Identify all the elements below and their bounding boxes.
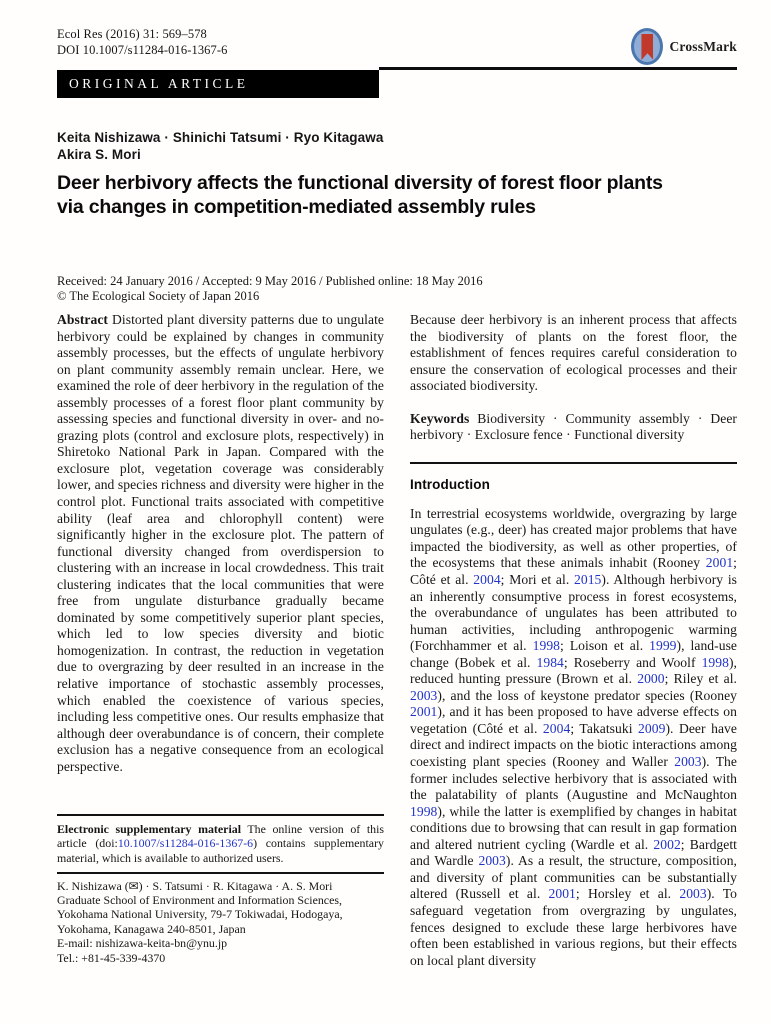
text-segment: In terrestrial ecosystems worldwide, overgrazing by large ungulates (e.g., deer) has created major problems that have impacted the biodiversity, as well as other properties, of the ecosystems that these animals inhabit (Rooney	[410, 505, 737, 571]
text-segment: The online version of this article (doi:	[57, 821, 384, 851]
title-line: Deer herbivory affects the functional diversity of forest floor plants	[57, 172, 663, 194]
two-column-body	[57, 312, 738, 968]
affiliation-line: K. Nishizawa (✉) · S. Tatsumi · R. Kitagawa · A. S. Mori	[57, 878, 333, 893]
affiliation-line: Yokohama, Kanagawa 240-8501, Japan	[57, 921, 246, 936]
citation-link[interactable]: 2002	[653, 836, 681, 852]
dates-block	[57, 274, 737, 304]
affiliation-line: Graduate School of Environment and Information Sciences,	[57, 892, 342, 907]
citation-link[interactable]: 10.1007/s11284-016-1367-6	[117, 836, 254, 851]
left-column	[57, 312, 384, 965]
text-segment: ; Roseberry and Woolf	[563, 654, 702, 670]
text-segment: ). Although herbivory is an inherently consumptive process in forest ecosystems, the overabundance of ungulates has been attributed to human activities, including anthropogenic warming (Forchhammer et al.	[410, 572, 738, 654]
abstract-paragraph	[57, 312, 384, 775]
citation-link[interactable]: 2003	[478, 853, 506, 869]
authors-line: Keita Nishizawa · Shinichi Tatsumi · Ryo Kitagawa	[57, 130, 384, 145]
page-header	[57, 27, 737, 65]
text-segment: Abstract	[57, 312, 108, 327]
introduction-heading: Introduction	[410, 476, 490, 492]
affiliation-block	[57, 879, 384, 965]
citation-link[interactable]: 1998	[532, 638, 561, 654]
text-segment: ), and it has been proposed to have adverse effects on vegetation (Côté et al.	[410, 704, 737, 736]
text-segment: Electronic supplementary material	[57, 821, 242, 836]
introduction-paragraph	[410, 506, 737, 969]
affiliation-line: Yokohama National University, 79-7 Tokiwadai, Hodogaya,	[57, 907, 343, 922]
citation-link[interactable]: 1998	[410, 803, 438, 819]
text-segment: ; Côté et al.	[410, 555, 737, 588]
text-segment: Biodiversity · Community assembly · Deer herbivory · Exclosure fence · Functional diversity	[410, 410, 737, 443]
authors-block	[57, 129, 737, 163]
text-segment: ). As a result, the structure, composition, and diversity of plant communities can be substantially altered (Russell et al.	[410, 853, 738, 902]
journal-info	[57, 27, 227, 58]
keywords-line	[410, 411, 737, 444]
citation-link[interactable]: 2004	[473, 572, 501, 588]
text-segment: Distorted plant diversity patterns due to ungulate herbivory could be explained by changes in community assembly processes, but the effects of ungulate herbivory on plant community assembly remain unclear. Here, we examined the role of deer herbivory in the regulation of the assembly processes of a forest floor plant community by assessing species and functional diversity in over- and no-grazing plots (control and exclosure plots, respectively) in Shiretoko National Park in Japan. Compared with the exclosure plot, vegetation coverage was considerably lower, and species richness and diversity were higher in the control plot. Functional traits associated with competitive ability (leaf area and chlorophyll content) were significantly higher in the exclosure plot. The pattern of functional diversity changed from overdispersion to clustering with an increase in local crowdedness. This trait clustering indicates that the local communities that were free from ungulate disturbance gradually became dominated by some competitively superior plant species, which led to low species diversity and biotic homogenization. In contrast, the reduction in vegetation due to overgrazing by deer resulted in an increase in the relative importance of stochastic assembly processes, which enabled the coexistence of various species, including less competitive ones. Our results emphasize that although deer overabundance is of concern, their complete exclusion has a negative consequence from an ecological perspective.	[57, 312, 384, 774]
footnote-rule	[57, 872, 384, 874]
crossmark-badge[interactable]	[631, 28, 737, 65]
title-line: via changes in competition-mediated assembly rules	[57, 196, 536, 218]
text-segment: ). The former includes selective herbivory that is associated with the palatability of plants (Augustine and McNaughton	[410, 754, 737, 803]
dates-line: Received: 24 January 2016 / Accepted: 9 May 2016 / Published online: 18 May 2016	[57, 274, 483, 288]
text-segment: ), and the loss of keystone predator species (Rooney	[437, 687, 737, 703]
doi-line: DOI 10.1007/s11284-016-1367-6	[57, 42, 228, 57]
citation-link[interactable]: 1999	[649, 638, 677, 654]
text-segment: ; Horsley et al.	[575, 886, 680, 902]
citation-link[interactable]: 2001	[548, 886, 576, 902]
citation-link[interactable]: 2001	[705, 555, 734, 571]
text-segment: ), while the latter is exemplified by changes in habitat conditions due to browsing that can result in gap formation and altered nutrient cycling (Wardle et al.	[410, 803, 737, 852]
article-type-banner: ORIGINAL ARTICLE	[57, 70, 379, 98]
text-segment: ), land-use change (Bobek et al.	[410, 638, 737, 670]
abstract-continuation: Because deer herbivory is an inherent process that affects the biodiversity of plants on the forest floor, the establishment of fences requires careful consideration to ensure the conservation of ecological processes and their associated biodiversity.	[410, 312, 737, 394]
text-segment: ; Loison et al.	[560, 638, 650, 654]
text-segment: ; Bardgett and Wardle	[410, 836, 738, 869]
affiliation-line: E-mail: nishizawa-keita-bn@ynu.jp	[57, 936, 228, 951]
crossmark-label: CrossMark	[669, 38, 737, 54]
citation-link[interactable]: 2000	[637, 671, 665, 687]
citation-link[interactable]: 1998	[701, 654, 729, 670]
authors-line: Akira S. Mori	[57, 147, 141, 162]
esm-note	[57, 822, 384, 865]
section-rule	[410, 462, 737, 464]
footnote-block	[57, 814, 384, 965]
citation-link[interactable]: 2015	[574, 572, 602, 588]
text-segment: ). To safeguard vegetation from overgrazing by ungulates, fences designed to exclude these large herbivores have often been established in various regions, but their effects on local plant diversity	[410, 886, 738, 968]
text-segment: ; Mori et al.	[500, 572, 574, 588]
text-segment: ) contains supplementary material, which is available to authorized users.	[57, 836, 384, 865]
citation-link[interactable]: 2001	[410, 704, 438, 720]
banner-rule	[379, 67, 737, 70]
citation-link[interactable]: 2004	[542, 720, 571, 736]
citation-link[interactable]: 2003	[679, 886, 707, 902]
copyright-line: © The Ecological Society of Japan 2016	[57, 289, 260, 303]
citation-link[interactable]: 2009	[638, 720, 666, 736]
text-segment: ). Deer have direct and indirect impacts on the biotic interactions among coexisting plant species (Rooney and Waller	[410, 720, 737, 770]
text-segment: ), reduced hunting pressure (Brown et al.	[410, 654, 737, 687]
footnote-rule	[57, 814, 384, 816]
journal-ref: Ecol Res (2016) 31: 569–578	[57, 27, 207, 41]
affiliation-line: Tel.: +81-45-339-4370	[57, 950, 166, 965]
citation-link[interactable]: 2003	[410, 687, 438, 703]
right-column	[410, 312, 738, 968]
text-segment: ; Takatsuki	[570, 720, 639, 736]
citation-link[interactable]: 2003	[674, 754, 702, 770]
crossmark-icon	[631, 28, 663, 65]
text-segment: ; Riley et al.	[664, 671, 737, 687]
page-title	[57, 171, 737, 219]
text-segment: Keywords	[410, 410, 470, 426]
citation-link[interactable]: 1984	[536, 654, 564, 670]
